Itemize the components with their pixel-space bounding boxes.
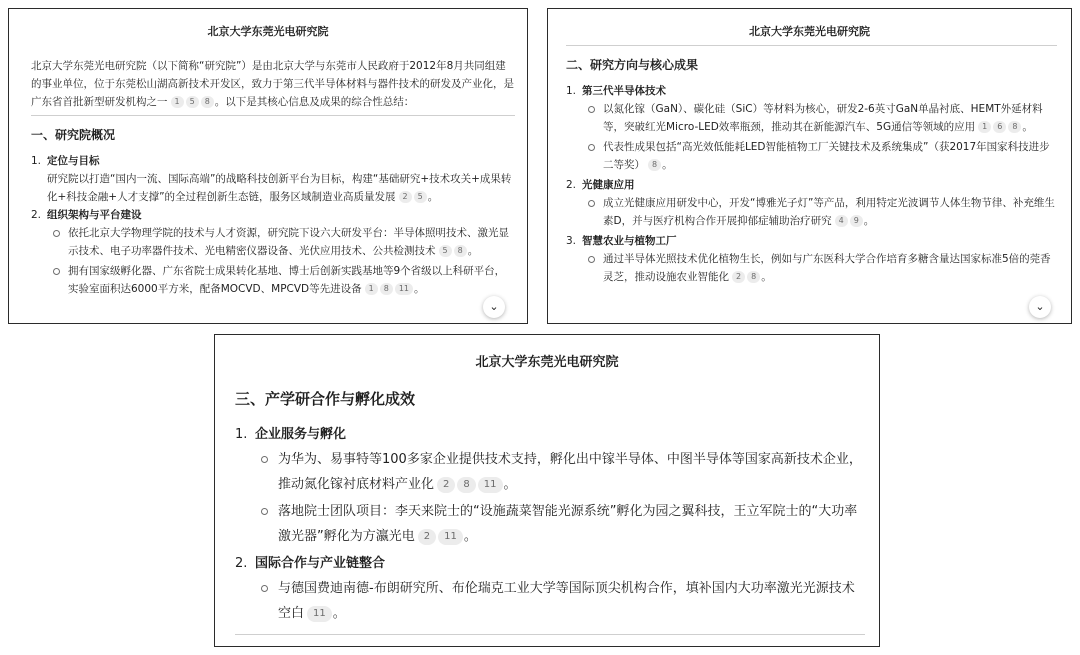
- citation-badge[interactable]: 6: [993, 121, 1006, 133]
- bullet-tail: 。: [761, 271, 772, 283]
- panel-content: [566, 45, 1057, 288]
- citation-group: [436, 477, 503, 492]
- bullet-tail: 。: [1022, 121, 1033, 133]
- citation-badge[interactable]: 1: [171, 96, 184, 108]
- citation-group: [417, 529, 464, 544]
- list-item: [235, 551, 865, 576]
- bullet-list: [566, 250, 1057, 286]
- intro-paragraph: [31, 57, 515, 111]
- list-item-body: [31, 170, 515, 206]
- list-item: [235, 422, 865, 447]
- body-tail: 。: [427, 191, 439, 203]
- citation-group: [398, 191, 428, 203]
- bullet-circle-icon: [261, 508, 268, 515]
- citation-badge[interactable]: 8: [454, 245, 467, 257]
- bullet-item: [582, 194, 1057, 230]
- bullet-text: 以氮化镓（GaN）、碳化硅（SiC）等材料为核心，研发2-6英寸GaN单晶衬底、HEMT外延材料等，突破红光Micro-LED效率瓶颈，推动其在新能源汽车、5G通信等领域的应用: [603, 103, 1043, 133]
- citation-group: [834, 215, 864, 227]
- bullet-circle-icon: [588, 106, 595, 113]
- citation-badge[interactable]: 5: [186, 96, 199, 108]
- bullet-circle-icon: [53, 268, 60, 275]
- bullet-text: 拥有国家级孵化器、广东省院士成果转化基地、博士后创新实践基地等9个省级以上科研平台，实验室面积达6000平方米，配备MOCVD、MPCVD等先进设备: [68, 265, 506, 295]
- list-number: 1.: [235, 427, 248, 442]
- bullet-item: [582, 138, 1057, 174]
- bullet-text: 依托北京大学物理学院的技术与人才资源，研究院下设六大研发平台：半导体照明技术、激光显示技术、电子功率器件技术、光电精密仪器设备、光伏应用技术、公共检测技术: [68, 227, 509, 257]
- bullet-item: [582, 100, 1057, 136]
- screenshot-panel-research: [547, 8, 1072, 324]
- list-number: 3.: [566, 235, 577, 247]
- bullet-list: [566, 194, 1057, 230]
- bullet-text: 与德国费迪南德-布朗研究所、布伦瑞克工业大学等国际顶尖机构合作，填补国内大功率激光光源技术空白: [278, 581, 855, 621]
- list-number: 2.: [235, 556, 248, 571]
- scroll-down-chevron-icon[interactable]: ⌄: [1029, 296, 1051, 318]
- list-item-title: 光健康应用: [582, 179, 635, 191]
- bullet-item: [255, 499, 865, 549]
- page-title: 北京大学东莞光电研究院: [749, 25, 870, 38]
- citation-group: [364, 283, 414, 295]
- citation-badge[interactable]: 2: [418, 529, 436, 545]
- citation-badge[interactable]: 1: [978, 121, 991, 133]
- bullet-circle-icon: [588, 256, 595, 263]
- citation-badge[interactable]: 5: [414, 191, 427, 203]
- bullet-list: [31, 224, 515, 298]
- citation-badge[interactable]: 2: [732, 271, 745, 283]
- page-title: 北京大学东莞光电研究院: [207, 25, 329, 38]
- bullet-tail: 。: [463, 529, 477, 544]
- list-number: 1.: [566, 85, 577, 97]
- bullet-tail: 。: [503, 477, 517, 492]
- list-number: 1.: [31, 155, 42, 167]
- divider: [235, 634, 865, 635]
- bullet-item: [255, 447, 865, 497]
- bullet-tail: 。: [467, 245, 479, 257]
- bullet-tail: 。: [332, 606, 346, 621]
- screenshot-panel-cooperation: [214, 334, 880, 647]
- list-item: [566, 176, 1057, 194]
- citation-group: [170, 96, 215, 108]
- list-item-title: 企业服务与孵化: [255, 427, 347, 442]
- citation-badge[interactable]: 11: [395, 283, 413, 295]
- list-item-title: 第三代半导体技术: [582, 85, 666, 97]
- citation-badge[interactable]: 8: [380, 283, 393, 295]
- citation-badge[interactable]: 11: [478, 477, 503, 493]
- list-number: 2.: [31, 209, 42, 221]
- section-heading: 三、产学研合作与孵化成效: [235, 390, 416, 408]
- list-item: [566, 82, 1057, 100]
- panel-content: [235, 385, 865, 635]
- bullet-item: [47, 262, 515, 298]
- list-item-title: 定位与目标: [47, 155, 100, 167]
- divider: [566, 45, 1057, 46]
- bullet-text: 落地院士团队项目：李天来院士的“设施蔬菜智能光源系统”孵化为园之翼科技，王立军院士的“大功率激光器”孵化为方瀛光电: [278, 504, 858, 544]
- bullet-circle-icon: [261, 456, 268, 463]
- bullet-text: 为华为、易事特等100多家企业提供技术支持，孵化出中镓半导体、中图半导体等国家高新技术企业，推动氮化镓衬底材料产业化: [278, 452, 862, 492]
- bullet-circle-icon: [588, 200, 595, 207]
- bullet-text: 代表性成果包括“高光效低能耗LED智能植物工厂关键技术及系统集成”（获2017年国家科技进步二等奖）: [603, 141, 1050, 171]
- citation-badge[interactable]: 11: [438, 529, 463, 545]
- screenshot-panel-overview: [8, 8, 528, 324]
- list-number: 2.: [566, 179, 577, 191]
- citation-badge[interactable]: 1: [365, 283, 378, 295]
- citation-badge[interactable]: 9: [850, 215, 863, 227]
- scroll-down-chevron-icon[interactable]: ⌄: [483, 296, 505, 318]
- intro-text: 北京大学东莞光电研究院（以下简称“研究院”）是由北京大学与东莞市人民政府于2012年8月共同组建的事业单位，位于东莞松山湖高新技术开发区，致力于第三代半导体材料与器件技术的研发及产业化，是广东省首批新型研发机构之一: [31, 60, 514, 108]
- citation-group: [647, 159, 662, 171]
- citation-badge[interactable]: 8: [747, 271, 760, 283]
- bullet-tail: 。: [662, 159, 673, 171]
- list-item-title: 国际合作与产业链整合: [255, 556, 386, 571]
- list-item: [31, 152, 515, 170]
- list-item-title: 智慧农业与植物工厂: [582, 235, 677, 247]
- bullet-item: [47, 224, 515, 260]
- bullet-tail: 。: [863, 215, 875, 227]
- bullet-list: [235, 576, 865, 626]
- citation-badge[interactable]: 2: [437, 477, 455, 493]
- citation-group: [977, 121, 1022, 133]
- list-item: [566, 232, 1057, 250]
- citation-badge[interactable]: 8: [648, 159, 661, 171]
- bullet-list: [566, 100, 1057, 174]
- citation-group: [731, 271, 761, 283]
- page-title: 北京大学东莞光电研究院: [475, 355, 619, 370]
- intro-tail: 。以下是其核心信息及成果的综合性总结：: [214, 96, 415, 108]
- citation-badge[interactable]: 8: [457, 477, 475, 493]
- bullet-circle-icon: [261, 585, 268, 592]
- bullet-item: [582, 250, 1057, 286]
- citation-badge[interactable]: 8: [1008, 121, 1021, 133]
- divider: [31, 115, 515, 116]
- citation-badge[interactable]: 8: [201, 96, 214, 108]
- bullet-text: 成立光健康应用研发中心，开发“博雅光子灯”等产品，利用特定光波调节人体生物节律、补充维生素D，并与医疗机构合作开展抑郁症辅助治疗研究: [603, 197, 1055, 227]
- bullet-list: [235, 447, 865, 549]
- list-item-title: 组织架构与平台建设: [47, 209, 142, 221]
- bullet-item: [255, 576, 865, 626]
- citation-group: [438, 245, 468, 257]
- citation-badge[interactable]: 2: [399, 191, 412, 203]
- panel-content: [31, 57, 515, 300]
- bullet-tail: 。: [414, 283, 425, 295]
- citation-badge[interactable]: 4: [835, 215, 848, 227]
- bullet-text: 通过半导体光照技术优化植物生长，例如与广东医科大学合作培育多糖含量达国家标准5倍的莞香灵芝，推动设施农业智能化: [603, 253, 1051, 283]
- citation-group: [306, 606, 333, 621]
- section-heading: 一、研究院概况: [31, 128, 116, 142]
- citation-badge[interactable]: 11: [307, 606, 332, 622]
- bullet-circle-icon: [588, 144, 595, 151]
- body-text: 研究院以打造“国内一流、国际高端”的战略科技创新平台为目标，构建“基础研究+技术攻关+成果转化+科技金融+人才支撑”的全过程创新生态链，服务区域制造业高质量发展: [47, 173, 512, 203]
- list-item: [31, 206, 515, 224]
- section-heading: 二、研究方向与核心成果: [566, 58, 699, 72]
- bullet-circle-icon: [53, 230, 60, 237]
- citation-badge[interactable]: 5: [439, 245, 452, 257]
